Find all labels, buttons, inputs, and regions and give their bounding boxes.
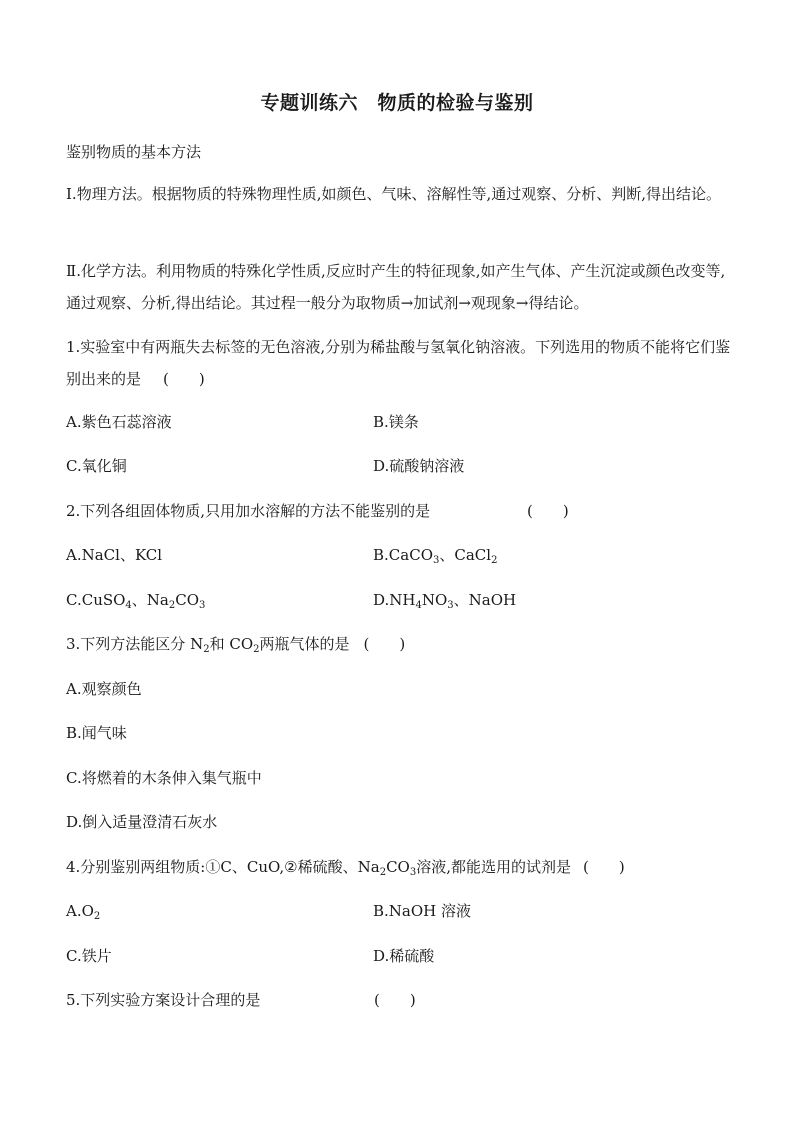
question-5-answer-blank: ( ) — [374, 991, 416, 1009]
question-2-option-a: A.NaCl、KCl — [66, 546, 163, 564]
question-2-option-c: C.CuSO$_4$、$Na_2CO_3$ — [66, 591, 206, 611]
question-2-answer-blank: ( ) — [527, 502, 569, 520]
question-2-option-d: $D.NH_4NO_3$、NaOH — [373, 591, 517, 611]
intro-heading: 鉴别物质的基本方法 — [66, 143, 202, 161]
question-4-option-b: B.NaOH 溶液 — [373, 902, 472, 920]
question-1-answer-blank: ( ) — [163, 370, 205, 388]
intro-chemical-method: Ⅱ.化学方法。利用物质的特殊化学性质,反应时产生的特征现象,如产生气体、产生沉淀或颜色改变等,通过观察、分析,得出结论。其过程一般分为取物质→加试剂→观现象→得结论。 — [66, 262, 726, 312]
question-1-option-b: B.镁条 — [373, 413, 419, 431]
question-3-option-b: B.闻气味 — [66, 724, 127, 742]
question-3-option-a: A.观察颜色 — [66, 680, 142, 698]
page-title: 专题训练六 物质的检验与鉴别 — [260, 92, 534, 114]
question-3-option-d: D.倒入适量澄清石灰水 — [66, 813, 218, 831]
question-2-stem: 2.下列各组固体物质,只用加水溶解的方法不能鉴别的是 — [66, 502, 431, 520]
question-1-stem — [66, 331, 732, 395]
question-1-text: 1.实验室中有两瓶失去标签的无色溶液,分别为稀盐酸与氢氧化钠溶液。下列选用的物质不能将它们鉴别出来的是 — [66, 338, 731, 388]
question-3-option-c: C.将燃着的木条伸入集气瓶中 — [66, 769, 262, 787]
question-1-option-a: A.紫色石蕊溶液 — [66, 413, 172, 431]
question-1-option-d: D.硫酸钠溶液 — [373, 457, 465, 475]
question-4-answer-blank: ( ) — [583, 858, 625, 876]
question-4-option-d: D.稀硫酸 — [373, 947, 435, 965]
intro-physical-method: Ⅰ.物理方法。根据物质的特殊物理性质,如颜色、气味、溶解性等,通过观察、分析、判断,得出结论。 — [66, 185, 722, 203]
question-4-stem: 4.分别鉴别两组物质:①C、CuO,②稀硫酸、$Na_2CO_3$溶液,都能选用的试剂是 ( ) — [66, 858, 625, 878]
question-3-stem: 3.下列方法能区分 $N_2$和 $CO_2$两瓶气体的是 ( ) — [66, 635, 406, 655]
question-4-option-a: $A.O_2$ — [66, 902, 101, 922]
question-4-option-c: C.铁片 — [66, 947, 112, 965]
question-1-option-c: C.氧化铜 — [66, 457, 127, 475]
question-5-stem: 5.下列实验方案设计合理的是 — [66, 991, 261, 1009]
question-2-option-b: B.CaCO$_3$、CaCl$_2$ — [373, 546, 498, 566]
question-3-answer-blank: ( ) — [363, 635, 406, 653]
